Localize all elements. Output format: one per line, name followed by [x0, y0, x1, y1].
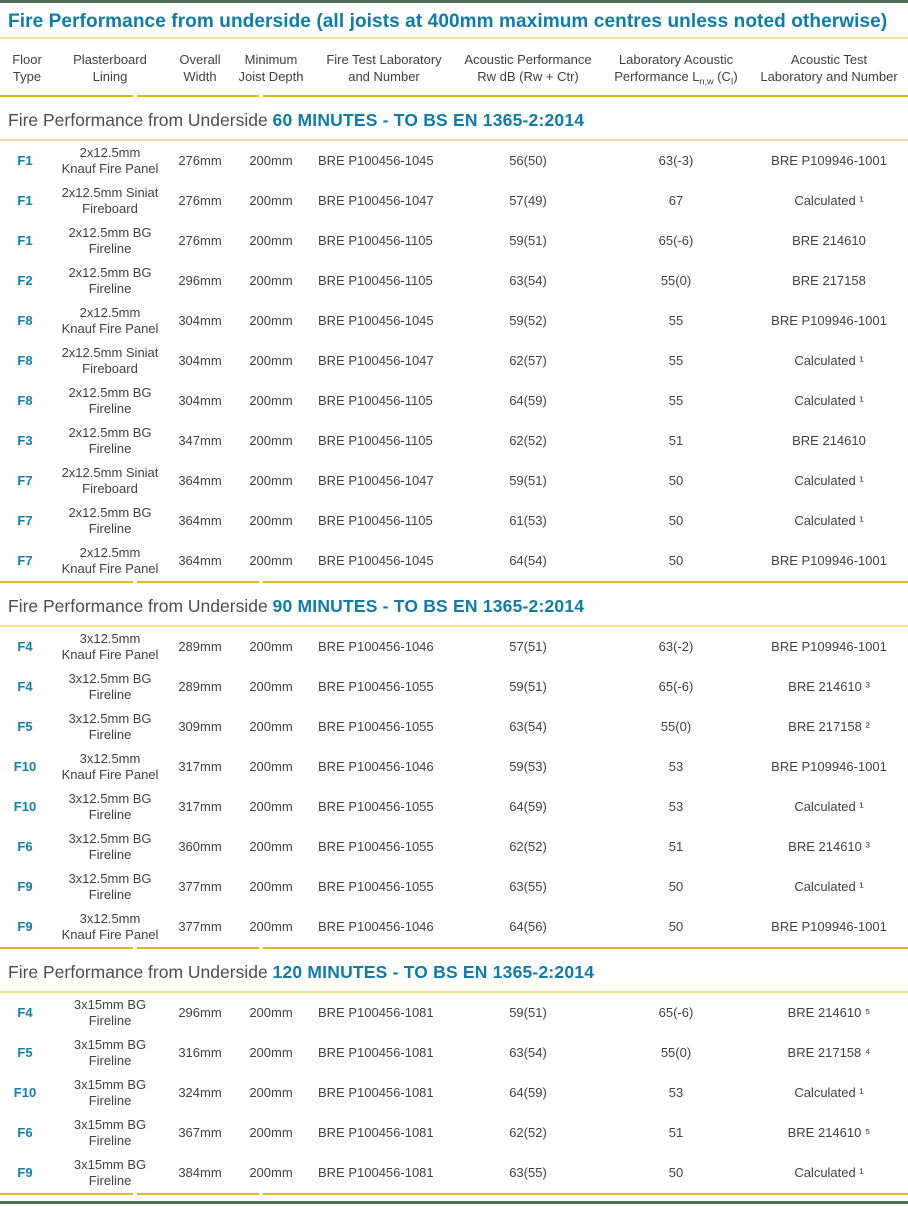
table-row: [0, 1113, 908, 1153]
overall-width-cell: 304mm: [178, 353, 222, 368]
fire-test-laboratory-cell: BRE P100456-1045: [318, 153, 434, 168]
acoustic-performance-cell: 64(56): [509, 919, 547, 934]
fire-test-laboratory-cell: BRE P100456-1105: [318, 273, 433, 288]
acoustic-test-laboratory-cell: Calculated ¹: [794, 879, 864, 894]
acoustic-performance-cell: 59(51): [509, 1005, 547, 1020]
overall-width-cell: 317mm: [178, 799, 222, 814]
fire-test-laboratory-cell: BRE P100456-1045: [318, 553, 434, 568]
plasterboard-lining-cell: 3x15mm BG Fireline: [73, 1157, 147, 1188]
column-header-acoustic-performance: Acoustic Performance Rw dB (Rw + Ctr): [464, 52, 592, 84]
acoustic-performance-cell: 62(52): [509, 839, 547, 854]
fire-test-laboratory-cell: BRE P100456-1081: [318, 1085, 434, 1100]
table-row: [0, 141, 908, 181]
acoustic-performance-cell: 59(51): [509, 679, 547, 694]
acoustic-performance-cell: 63(54): [509, 719, 547, 734]
fire-test-laboratory-cell: BRE P100456-1055: [318, 679, 434, 694]
section-heading: [0, 949, 908, 991]
table-row: [0, 261, 908, 301]
minimum-joist-depth-cell: 200mm: [249, 1045, 293, 1060]
acoustic-test-laboratory-cell: BRE P109946-1001: [771, 553, 887, 568]
fire-test-laboratory-cell: BRE P100456-1046: [318, 759, 434, 774]
fire-test-laboratory-cell: BRE P100456-1105: [318, 513, 433, 528]
floor-type-label: F6: [17, 839, 33, 854]
fire-performance-section: [0, 949, 908, 1195]
acoustic-test-laboratory-cell: BRE P109946-1001: [771, 639, 887, 654]
overall-width-cell: 276mm: [178, 153, 222, 168]
plasterboard-lining-cell: 2x12.5mm BG Fireline: [68, 265, 152, 296]
plasterboard-lining-cell: 3x12.5mm Knauf Fire Panel: [61, 751, 159, 782]
plasterboard-lining-cell: 2x12.5mm BG Fireline: [68, 385, 152, 416]
acoustic-test-laboratory-cell: BRE 214610 ³: [788, 839, 870, 854]
fire-test-laboratory-cell: BRE P100456-1055: [318, 879, 434, 894]
section-heading-rule: [0, 991, 908, 993]
laboratory-acoustic-performance-cell: 55(0): [660, 719, 692, 734]
laboratory-acoustic-performance-cell: 50: [668, 513, 684, 528]
overall-width-cell: 317mm: [178, 759, 222, 774]
acoustic-test-laboratory-cell: BRE 214610 ⁵: [787, 1005, 871, 1020]
table-row: [0, 1153, 908, 1193]
minimum-joist-depth-cell: 200mm: [249, 433, 293, 448]
laboratory-acoustic-performance-cell: 55: [668, 353, 684, 368]
acoustic-performance-cell: 62(57): [509, 353, 547, 368]
acoustic-performance-cell: 63(55): [509, 879, 547, 894]
minimum-joist-depth-cell: 200mm: [249, 639, 293, 654]
column-header-acoustic-test-laboratory: Acoustic Test Laboratory and Number: [760, 52, 898, 84]
plasterboard-lining-cell: 3x12.5mm BG Fireline: [68, 671, 152, 702]
floor-type-label: F2: [17, 273, 33, 288]
column-header-plasterboard-lining: Plasterboard Lining: [73, 52, 147, 84]
plasterboard-lining-cell: 3x15mm BG Fireline: [73, 1037, 147, 1068]
acoustic-performance-cell: 62(52): [509, 1125, 547, 1140]
minimum-joist-depth-cell: 200mm: [249, 679, 293, 694]
minimum-joist-depth-cell: 200mm: [249, 353, 293, 368]
acoustic-test-laboratory-cell: BRE 217158: [792, 273, 866, 288]
fire-performance-section: [0, 583, 908, 949]
acoustic-test-laboratory-cell: Calculated ¹: [794, 393, 864, 408]
plasterboard-lining-cell: 3x12.5mm BG Fireline: [68, 831, 152, 862]
acoustic-performance-cell: 57(49): [509, 193, 547, 208]
fire-test-laboratory-cell: BRE P100456-1047: [318, 473, 434, 488]
acoustic-performance-cell: 64(59): [509, 1085, 547, 1100]
table-row: [0, 301, 908, 341]
acoustic-test-laboratory-cell: BRE 217158 ⁴: [787, 1045, 871, 1060]
acoustic-test-laboratory-cell: Calculated ¹: [794, 799, 864, 814]
overall-width-cell: 377mm: [178, 879, 222, 894]
fire-test-laboratory-cell: BRE P100456-1045: [318, 313, 434, 328]
floor-type-label: F5: [17, 719, 33, 734]
plasterboard-lining-cell: 3x15mm BG Fireline: [73, 1077, 147, 1108]
floor-type-label: F9: [17, 1165, 33, 1180]
overall-width-cell: 276mm: [178, 193, 222, 208]
fire-test-laboratory-cell: BRE P100456-1055: [318, 839, 434, 854]
section-rows: [0, 993, 908, 1193]
overall-width-cell: 360mm: [178, 839, 222, 854]
laboratory-acoustic-performance-cell: 67: [668, 193, 684, 208]
laboratory-acoustic-performance-cell: 63(-2): [658, 639, 694, 654]
acoustic-performance-cell: 63(55): [509, 1165, 547, 1180]
minimum-joist-depth-cell: 200mm: [249, 153, 293, 168]
section-rows: [0, 627, 908, 947]
acoustic-performance-cell: 59(53): [509, 759, 547, 774]
overall-width-cell: 296mm: [178, 273, 222, 288]
table-row: [0, 341, 908, 381]
floor-type-label: F8: [17, 393, 33, 408]
acoustic-performance-cell: 61(53): [509, 513, 547, 528]
section-heading-prefix: Fire Performance from Underside: [8, 110, 273, 130]
minimum-joist-depth-cell: 200mm: [249, 193, 293, 208]
fire-test-laboratory-cell: BRE P100456-1081: [318, 1045, 434, 1060]
minimum-joist-depth-cell: 200mm: [249, 1125, 293, 1140]
column-header-minimum-joist-depth: Minimum Joist Depth: [238, 52, 304, 84]
fire-test-laboratory-cell: BRE P100456-1105: [318, 233, 433, 248]
section-heading: [0, 97, 908, 139]
acoustic-test-laboratory-cell: BRE 214610: [792, 433, 866, 448]
section-heading-duration: 60 MINUTES - TO BS EN 1365-2:2014: [272, 110, 585, 130]
fire-test-laboratory-cell: BRE P100456-1081: [318, 1125, 434, 1140]
plasterboard-lining-cell: 2x12.5mm Knauf Fire Panel: [61, 145, 159, 176]
acoustic-test-laboratory-cell: Calculated ¹: [794, 1165, 864, 1180]
table-row: [0, 993, 908, 1033]
floor-type-label: F9: [17, 919, 33, 934]
header-bottom-rule: [0, 95, 908, 97]
plasterboard-lining-cell: 3x12.5mm BG Fireline: [68, 711, 152, 742]
minimum-joist-depth-cell: 200mm: [249, 799, 293, 814]
floor-type-label: F7: [17, 473, 33, 488]
minimum-joist-depth-cell: 200mm: [249, 273, 293, 288]
overall-width-cell: 364mm: [178, 553, 222, 568]
acoustic-test-laboratory-cell: Calculated ¹: [794, 513, 864, 528]
acoustic-test-laboratory-cell: Calculated ¹: [794, 193, 864, 208]
minimum-joist-depth-cell: 200mm: [249, 513, 293, 528]
minimum-joist-depth-cell: 200mm: [249, 759, 293, 774]
minimum-joist-depth-cell: 200mm: [249, 1165, 293, 1180]
section-heading-duration: 90 MINUTES - TO BS EN 1365-2:2014: [272, 596, 585, 616]
plasterboard-lining-cell: 3x12.5mm Knauf Fire Panel: [61, 631, 159, 662]
section-end-rule: [0, 947, 908, 949]
acoustic-test-laboratory-cell: BRE 217158 ²: [788, 719, 870, 734]
overall-width-cell: 309mm: [178, 719, 222, 734]
acoustic-performance-cell: 64(59): [509, 799, 547, 814]
floor-type-label: F4: [17, 639, 33, 654]
laboratory-acoustic-performance-cell: 55: [668, 313, 684, 328]
floor-type-label: F1: [17, 193, 33, 208]
laboratory-acoustic-performance-cell: 63(-3): [658, 153, 694, 168]
minimum-joist-depth-cell: 200mm: [249, 393, 293, 408]
floor-type-label: F5: [17, 1045, 33, 1060]
section-rows: [0, 141, 908, 581]
laboratory-acoustic-performance-cell: 50: [668, 553, 684, 568]
laboratory-acoustic-performance-cell: 50: [668, 879, 684, 894]
overall-width-cell: 316mm: [178, 1045, 222, 1060]
fire-test-laboratory-cell: BRE P100456-1081: [318, 1165, 434, 1180]
overall-width-cell: 276mm: [178, 233, 222, 248]
laboratory-acoustic-performance-cell: 65(-6): [658, 679, 694, 694]
floor-type-label: F9: [17, 879, 33, 894]
table-row: [0, 461, 908, 501]
plasterboard-lining-cell: 2x12.5mm BG Fireline: [68, 425, 152, 456]
bottom-green-bar: [0, 1201, 908, 1204]
plasterboard-lining-cell: 2x12.5mm Knauf Fire Panel: [61, 545, 159, 576]
plasterboard-lining-cell: 3x12.5mm Knauf Fire Panel: [61, 911, 159, 942]
acoustic-performance-cell: 62(52): [509, 433, 547, 448]
floor-type-label: F4: [17, 1005, 33, 1020]
plasterboard-lining-cell: 3x12.5mm BG Fireline: [68, 791, 152, 822]
floor-type-label: F8: [17, 353, 33, 368]
section-heading-rule: [0, 139, 908, 141]
table-row: [0, 181, 908, 221]
acoustic-performance-cell: 64(54): [509, 553, 547, 568]
acoustic-performance-cell: 59(51): [509, 473, 547, 488]
plasterboard-lining-cell: 3x15mm BG Fireline: [73, 997, 147, 1028]
floor-type-label: F6: [17, 1125, 33, 1140]
table-row: [0, 907, 908, 947]
table-row: [0, 1073, 908, 1113]
minimum-joist-depth-cell: 200mm: [249, 553, 293, 568]
fire-test-laboratory-cell: BRE P100456-1046: [318, 639, 434, 654]
section-heading-prefix: Fire Performance from Underside: [8, 596, 273, 616]
section-end-rule: [0, 581, 908, 583]
floor-type-label: F8: [17, 313, 33, 328]
plasterboard-lining-cell: 3x12.5mm BG Fireline: [68, 871, 152, 902]
overall-width-cell: 289mm: [178, 679, 222, 694]
table-row: [0, 541, 908, 581]
plasterboard-lining-cell: 2x12.5mm BG Fireline: [68, 505, 152, 536]
floor-type-label: F10: [13, 1085, 37, 1100]
minimum-joist-depth-cell: 200mm: [249, 719, 293, 734]
minimum-joist-depth-cell: 200mm: [249, 839, 293, 854]
acoustic-performance-cell: 57(51): [509, 639, 547, 654]
section-heading-duration: 120 MINUTES - TO BS EN 1365-2:2014: [272, 962, 595, 982]
column-header-fire-test-laboratory: Fire Test Laboratory and Number: [326, 52, 442, 84]
section-heading-prefix: Fire Performance from Underside: [8, 962, 273, 982]
acoustic-performance-cell: 56(50): [509, 153, 547, 168]
column-header-overall-width: Overall Width: [179, 52, 221, 84]
floor-type-label: F10: [13, 759, 37, 774]
acoustic-test-laboratory-cell: Calculated ¹: [794, 1085, 864, 1100]
laboratory-acoustic-performance-cell: 65(-6): [658, 1005, 694, 1020]
laboratory-acoustic-performance-cell: 50: [668, 1165, 684, 1180]
table-row: [0, 421, 908, 461]
table-header: [0, 39, 908, 95]
laboratory-acoustic-performance-cell: 51: [668, 839, 684, 854]
fire-performance-section: [0, 97, 908, 583]
floor-type-label: F7: [17, 553, 33, 568]
acoustic-test-laboratory-cell: Calculated ¹: [794, 353, 864, 368]
section-heading: [0, 583, 908, 625]
overall-width-cell: 377mm: [178, 919, 222, 934]
floor-type-label: F3: [17, 433, 33, 448]
fire-test-laboratory-cell: BRE P100456-1081: [318, 1005, 434, 1020]
acoustic-performance-cell: 59(51): [509, 233, 547, 248]
acoustic-performance-cell: 63(54): [509, 1045, 547, 1060]
plasterboard-lining-cell: 3x15mm BG Fireline: [73, 1117, 147, 1148]
section-heading-rule: [0, 625, 908, 627]
plasterboard-lining-cell: 2x12.5mm BG Fireline: [68, 225, 152, 256]
fire-test-laboratory-cell: BRE P100456-1046: [318, 919, 434, 934]
floor-type-label: F1: [17, 233, 33, 248]
minimum-joist-depth-cell: 200mm: [249, 233, 293, 248]
plasterboard-lining-cell: 2x12.5mm Siniat Fireboard: [61, 465, 159, 496]
overall-width-cell: 367mm: [178, 1125, 222, 1140]
plasterboard-lining-cell: 2x12.5mm Siniat Fireboard: [61, 345, 159, 376]
table-row: [0, 867, 908, 907]
laboratory-acoustic-performance-cell: 55(0): [660, 273, 692, 288]
overall-width-cell: 304mm: [178, 313, 222, 328]
table-row: [0, 707, 908, 747]
table-row: [0, 787, 908, 827]
table-row: [0, 381, 908, 421]
minimum-joist-depth-cell: 200mm: [249, 313, 293, 328]
laboratory-acoustic-performance-cell: 65(-6): [658, 233, 694, 248]
plasterboard-lining-cell: 2x12.5mm Siniat Fireboard: [61, 185, 159, 216]
floor-type-label: F7: [17, 513, 33, 528]
fire-test-laboratory-cell: BRE P100456-1105: [318, 393, 433, 408]
laboratory-acoustic-performance-cell: 53: [668, 1085, 684, 1100]
acoustic-test-laboratory-cell: Calculated ¹: [794, 473, 864, 488]
overall-width-cell: 289mm: [178, 639, 222, 654]
laboratory-acoustic-performance-cell: 53: [668, 759, 684, 774]
table-row: [0, 747, 908, 787]
fire-test-laboratory-cell: BRE P100456-1047: [318, 193, 434, 208]
minimum-joist-depth-cell: 200mm: [249, 473, 293, 488]
laboratory-acoustic-performance-cell: 55: [668, 393, 684, 408]
column-header-laboratory-acoustic-performance: Laboratory Acoustic Performance $L_{n,w}$ $(C_I)$: [614, 52, 738, 87]
title-underline-rule: [0, 37, 908, 39]
overall-width-cell: 296mm: [178, 1005, 222, 1020]
section-end-rule: [0, 1193, 908, 1195]
acoustic-test-laboratory-cell: BRE 214610: [792, 233, 866, 248]
fire-test-laboratory-cell: BRE P100456-1105: [318, 433, 433, 448]
top-green-bar: [0, 0, 908, 3]
table-row: [0, 627, 908, 667]
fire-test-laboratory-cell: BRE P100456-1055: [318, 719, 434, 734]
acoustic-performance-cell: 64(59): [509, 393, 547, 408]
overall-width-cell: 384mm: [178, 1165, 222, 1180]
plasterboard-lining-cell: 2x12.5mm Knauf Fire Panel: [61, 305, 159, 336]
table-row: [0, 827, 908, 867]
floor-type-label: F10: [13, 799, 37, 814]
overall-width-cell: 304mm: [178, 393, 222, 408]
table-row: [0, 501, 908, 541]
laboratory-acoustic-performance-cell: 55(0): [660, 1045, 692, 1060]
minimum-joist-depth-cell: 200mm: [249, 1085, 293, 1100]
acoustic-test-laboratory-cell: BRE P109946-1001: [771, 919, 887, 934]
fire-test-laboratory-cell: BRE P100456-1047: [318, 353, 434, 368]
laboratory-acoustic-performance-cell: 50: [668, 919, 684, 934]
table-row: [0, 221, 908, 261]
laboratory-acoustic-performance-cell: 51: [668, 1125, 684, 1140]
laboratory-acoustic-performance-cell: 53: [668, 799, 684, 814]
minimum-joist-depth-cell: 200mm: [249, 1005, 293, 1020]
acoustic-test-laboratory-cell: BRE P109946-1001: [771, 153, 887, 168]
overall-width-cell: 364mm: [178, 513, 222, 528]
overall-width-cell: 324mm: [178, 1085, 222, 1100]
page-title: Fire Performance from underside (all joists at 400mm maximum centres unless noted otherwise): [8, 11, 888, 32]
floor-type-label: F4: [17, 679, 33, 694]
fire-test-laboratory-cell: BRE P100456-1055: [318, 799, 434, 814]
floor-type-label: F1: [17, 153, 33, 168]
laboratory-acoustic-performance-cell: 50: [668, 473, 684, 488]
overall-width-cell: 364mm: [178, 473, 222, 488]
acoustic-test-laboratory-cell: BRE P109946-1001: [771, 759, 887, 774]
acoustic-performance-cell: 59(52): [509, 313, 547, 328]
overall-width-cell: 347mm: [178, 433, 222, 448]
column-header-floor-type: Floor Type: [12, 52, 42, 84]
laboratory-acoustic-performance-cell: 51: [668, 433, 684, 448]
acoustic-performance-cell: 63(54): [509, 273, 547, 288]
acoustic-test-laboratory-cell: BRE 214610 ⁵: [787, 1125, 871, 1140]
minimum-joist-depth-cell: 200mm: [249, 879, 293, 894]
minimum-joist-depth-cell: 200mm: [249, 919, 293, 934]
acoustic-test-laboratory-cell: BRE 214610 ³: [788, 679, 870, 694]
table-row: [0, 667, 908, 707]
table-row: [0, 1033, 908, 1073]
acoustic-test-laboratory-cell: BRE P109946-1001: [771, 313, 887, 328]
sections-container: [0, 97, 908, 1195]
